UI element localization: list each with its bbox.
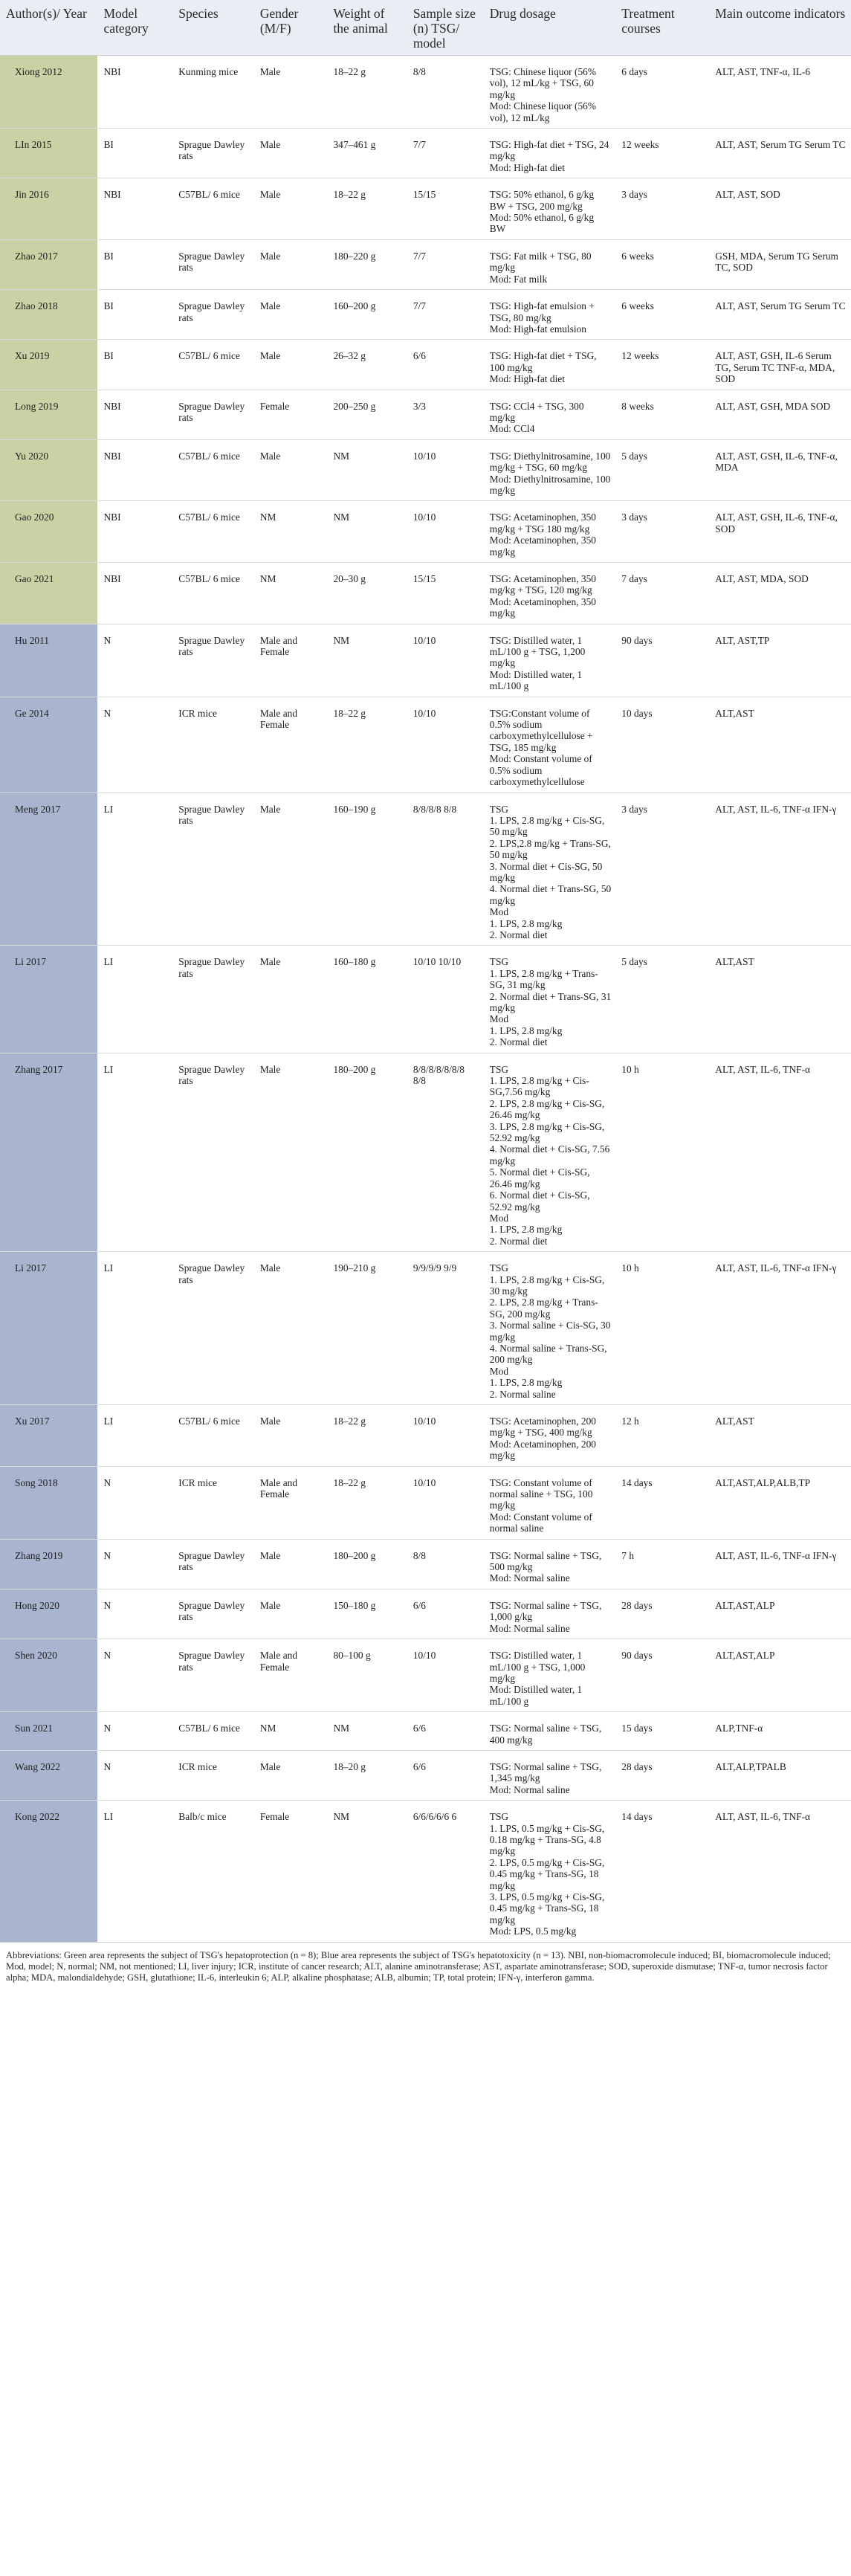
- header-drug-dosage: Drug dosage: [484, 0, 616, 56]
- cell-author: Zhao 2018: [0, 290, 97, 340]
- cell-treatment-courses: 6 days: [615, 56, 709, 129]
- cell-drug-dosage: TSG: Chinese liquor (56% vol), 12 mL/kg + TSG, 60 mg/kg Mod: Chinese liquor (56% vol), 12 mL/kg: [484, 56, 616, 129]
- header-sample-size: Sample size (n) TSG/ model: [407, 0, 484, 56]
- cell-gender: Male: [254, 1539, 328, 1589]
- cell-model-category: N: [97, 1466, 172, 1539]
- cell-outcome-indicators: ALT,AST: [709, 1405, 851, 1467]
- cell-outcome-indicators: ALT, AST,TP: [709, 624, 851, 697]
- cell-treatment-courses: 90 days: [615, 624, 709, 697]
- cell-author: Song 2018: [0, 1466, 97, 1539]
- cell-treatment-courses: 5 days: [615, 946, 709, 1053]
- cell-treatment-courses: 6 weeks: [615, 290, 709, 340]
- cell-outcome-indicators: ALT, AST, IL-6, TNF-α IFN-γ: [709, 1539, 851, 1589]
- table-row: [0, 563, 851, 624]
- cell-drug-dosage: TSG: Distilled water, 1 mL/100 g + TSG, 1,000 mg/kg Mod: Distilled water, 1 mL/100 g: [484, 1639, 616, 1712]
- table-row: [0, 1712, 851, 1751]
- cell-sample-size: 7/7: [407, 290, 484, 340]
- cell-drug-dosage: TSG: Normal saline + TSG, 1,345 mg/kg Mod: Normal saline: [484, 1750, 616, 1800]
- cell-species: Sprague Dawley rats: [172, 290, 254, 340]
- cell-species: Sprague Dawley rats: [172, 1639, 254, 1712]
- cell-model-category: LI: [97, 1252, 172, 1405]
- cell-weight: 18–22 g: [327, 56, 407, 129]
- cell-model-category: NBI: [97, 178, 172, 240]
- cell-author: Jin 2016: [0, 178, 97, 240]
- cell-drug-dosage: TSG: Acetaminophen, 200 mg/kg + TSG, 400 mg/kg Mod: Acetaminophen, 200 mg/kg: [484, 1405, 616, 1467]
- cell-weight: 180–220 g: [327, 239, 407, 289]
- cell-author: Yu 2020: [0, 439, 97, 501]
- cell-species: Sprague Dawley rats: [172, 239, 254, 289]
- cell-outcome-indicators: ALT, AST, GSH, IL-6, TNF-α, MDA: [709, 439, 851, 501]
- cell-drug-dosage: TSG:Constant volume of 0.5% sodium carboxymethylcellulose + TSG, 185 mg/kg Mod: Constant volume of 0.5% sodium carboxymethylcellulose: [484, 697, 616, 793]
- cell-gender: Male: [254, 1405, 328, 1467]
- table-footnote: Abbreviations: Green area represents the subject of TSG's hepatoprotection (n = 8); Blue area represents the subject of TSG's hepatotoxicity (n = 13). NBI, non-biomacromolecule induced; BI, biomacromolecule induced; Mod, model; N, normal; NM, not mentioned; LI, liver injury; ICR, institute of cancer research; ALT, alanine aminotransferase; AST, aspartate aminotransferase; SOD, superoxide dismutase; TNF-α, tumor necrosis factor alpha; MDA, malondialdehyde; GSH, glutathione; IL-6, interleukin 6; ALP, alkaline phosphatase; ALB, albumin; TP, total protein; IFN-γ, interferon gamma.: [0, 1942, 851, 1984]
- cell-drug-dosage: TSG: Constant volume of normal saline + TSG, 100 mg/kg Mod: Constant volume of normal saline: [484, 1466, 616, 1539]
- cell-outcome-indicators: ALT, AST, TNF-α, IL-6: [709, 56, 851, 129]
- cell-species: Sprague Dawley rats: [172, 1589, 254, 1639]
- cell-author: Ge 2014: [0, 697, 97, 793]
- cell-weight: 18–22 g: [327, 1466, 407, 1539]
- cell-sample-size: 6/6: [407, 1750, 484, 1800]
- cell-gender: Male and Female: [254, 697, 328, 793]
- cell-drug-dosage: TSG: High-fat emulsion + TSG, 80 mg/kg Mod: High-fat emulsion: [484, 290, 616, 340]
- table-row: [0, 1801, 851, 1942]
- cell-gender: Female: [254, 1801, 328, 1942]
- cell-sample-size: 8/8: [407, 56, 484, 129]
- cell-gender: Male: [254, 290, 328, 340]
- table-row: [0, 1589, 851, 1639]
- cell-sample-size: 10/10: [407, 697, 484, 793]
- cell-species: C57BL/ 6 mice: [172, 1405, 254, 1467]
- cell-gender: Male: [254, 946, 328, 1053]
- cell-sample-size: 10/10: [407, 439, 484, 501]
- cell-species: Sprague Dawley rats: [172, 624, 254, 697]
- cell-model-category: NBI: [97, 439, 172, 501]
- cell-gender: Male: [254, 239, 328, 289]
- cell-model-category: LI: [97, 793, 172, 946]
- cell-drug-dosage: TSG 1. LPS, 2.8 mg/kg + Trans-SG, 31 mg/kg 2. Normal diet + Trans-SG, 31 mg/kg Mod 1. LPS, 2.8 mg/kg 2. Normal diet: [484, 946, 616, 1053]
- cell-treatment-courses: 8 weeks: [615, 390, 709, 439]
- header-treatment-courses: Treatment courses: [615, 0, 709, 56]
- cell-treatment-courses: 3 days: [615, 178, 709, 240]
- cell-drug-dosage: TSG: Normal saline + TSG, 500 mg/kg Mod: Normal saline: [484, 1539, 616, 1589]
- table-row: [0, 1466, 851, 1539]
- cell-drug-dosage: TSG: Acetaminophen, 350 mg/kg + TSG 180 mg/kg Mod: Acetaminophen, 350 mg/kg: [484, 501, 616, 563]
- cell-author: LIn 2015: [0, 129, 97, 178]
- cell-author: Kong 2022: [0, 1801, 97, 1942]
- cell-species: Sprague Dawley rats: [172, 390, 254, 439]
- cell-outcome-indicators: ALT,AST: [709, 697, 851, 793]
- cell-outcome-indicators: ALT, AST, IL-6, TNF-α: [709, 1053, 851, 1252]
- cell-gender: NM: [254, 563, 328, 624]
- cell-author: Xiong 2012: [0, 56, 97, 129]
- table-row: [0, 56, 851, 129]
- cell-gender: Male: [254, 129, 328, 178]
- cell-outcome-indicators: ALT,AST,ALP,ALB,TP: [709, 1466, 851, 1539]
- cell-treatment-courses: 5 days: [615, 439, 709, 501]
- cell-sample-size: 8/8: [407, 1539, 484, 1589]
- cell-species: C57BL/ 6 mice: [172, 501, 254, 563]
- cell-model-category: NBI: [97, 563, 172, 624]
- cell-author: Li 2017: [0, 946, 97, 1053]
- cell-sample-size: 10/10 10/10: [407, 946, 484, 1053]
- cell-treatment-courses: 14 days: [615, 1466, 709, 1539]
- cell-weight: 160–180 g: [327, 946, 407, 1053]
- cell-weight: 160–190 g: [327, 793, 407, 946]
- cell-species: Sprague Dawley rats: [172, 129, 254, 178]
- cell-outcome-indicators: ALT,ALP,TPALB: [709, 1750, 851, 1800]
- cell-author: Shen 2020: [0, 1639, 97, 1712]
- cell-outcome-indicators: ALT, AST, SOD: [709, 178, 851, 240]
- cell-author: Zhao 2017: [0, 239, 97, 289]
- cell-model-category: BI: [97, 340, 172, 390]
- cell-drug-dosage: TSG: CCl4 + TSG, 300 mg/kg Mod: CCl4: [484, 390, 616, 439]
- cell-model-category: LI: [97, 946, 172, 1053]
- cell-author: Gao 2020: [0, 501, 97, 563]
- cell-author: Zhang 2017: [0, 1053, 97, 1252]
- cell-gender: Male and Female: [254, 1639, 328, 1712]
- cell-gender: Male: [254, 1750, 328, 1800]
- header-weight: Weight of the animal: [327, 0, 407, 56]
- cell-species: ICR mice: [172, 697, 254, 793]
- cell-drug-dosage: TSG: Normal saline + TSG, 400 mg/kg: [484, 1712, 616, 1751]
- cell-sample-size: 6/6/6/6/6 6: [407, 1801, 484, 1942]
- table-row: [0, 290, 851, 340]
- cell-gender: Male: [254, 178, 328, 240]
- cell-sample-size: 8/8/8/8 8/8: [407, 793, 484, 946]
- cell-drug-dosage: TSG: Acetaminophen, 350 mg/kg + TSG, 120 mg/kg Mod: Acetaminophen, 350 mg/kg: [484, 563, 616, 624]
- table-row: [0, 501, 851, 563]
- cell-species: Sprague Dawley rats: [172, 1053, 254, 1252]
- cell-gender: Male: [254, 1053, 328, 1252]
- cell-treatment-courses: 28 days: [615, 1750, 709, 1800]
- table-body: [0, 56, 851, 1942]
- table-row: [0, 340, 851, 390]
- cell-treatment-courses: 15 days: [615, 1712, 709, 1751]
- cell-weight: NM: [327, 1801, 407, 1942]
- cell-weight: 18–20 g: [327, 1750, 407, 1800]
- cell-author: Zhang 2019: [0, 1539, 97, 1589]
- cell-gender: NM: [254, 1712, 328, 1751]
- cell-sample-size: 10/10: [407, 624, 484, 697]
- cell-author: Meng 2017: [0, 793, 97, 946]
- cell-sample-size: 10/10: [407, 1466, 484, 1539]
- cell-gender: Male: [254, 793, 328, 946]
- cell-outcome-indicators: ALT,AST,ALP: [709, 1639, 851, 1712]
- cell-weight: 18–22 g: [327, 697, 407, 793]
- cell-outcome-indicators: ALT, AST, MDA, SOD: [709, 563, 851, 624]
- header-species: Species: [172, 0, 254, 56]
- table-header-row: [0, 0, 851, 56]
- cell-species: C57BL/ 6 mice: [172, 563, 254, 624]
- cell-species: C57BL/ 6 mice: [172, 1712, 254, 1751]
- cell-model-category: BI: [97, 129, 172, 178]
- cell-gender: Male: [254, 1252, 328, 1405]
- cell-outcome-indicators: ALT, AST, GSH, IL-6 Serum TG, Serum TC TNF-α, MDA, SOD: [709, 340, 851, 390]
- cell-gender: Male: [254, 340, 328, 390]
- table-row: [0, 239, 851, 289]
- cell-treatment-courses: 7 days: [615, 563, 709, 624]
- cell-sample-size: 9/9/9/9 9/9: [407, 1252, 484, 1405]
- cell-outcome-indicators: ALT, AST, GSH, IL-6, TNF-α, SOD: [709, 501, 851, 563]
- cell-treatment-courses: 10 days: [615, 697, 709, 793]
- cell-sample-size: 10/10: [407, 1405, 484, 1467]
- cell-sample-size: 3/3: [407, 390, 484, 439]
- cell-model-category: N: [97, 1589, 172, 1639]
- cell-model-category: NBI: [97, 56, 172, 129]
- cell-species: C57BL/ 6 mice: [172, 178, 254, 240]
- cell-gender: Male: [254, 56, 328, 129]
- cell-sample-size: 7/7: [407, 129, 484, 178]
- cell-species: Balb/c mice: [172, 1801, 254, 1942]
- cell-weight: 200–250 g: [327, 390, 407, 439]
- header-model-category: Model category: [97, 0, 172, 56]
- cell-author: Wang 2022: [0, 1750, 97, 1800]
- cell-species: Sprague Dawley rats: [172, 1539, 254, 1589]
- cell-outcome-indicators: ALT, AST, Serum TG Serum TC: [709, 129, 851, 178]
- cell-model-category: LI: [97, 1053, 172, 1252]
- cell-model-category: BI: [97, 239, 172, 289]
- cell-species: C57BL/ 6 mice: [172, 340, 254, 390]
- cell-weight: 18–22 g: [327, 1405, 407, 1467]
- cell-sample-size: 6/6: [407, 1589, 484, 1639]
- cell-model-category: NBI: [97, 390, 172, 439]
- table-row: [0, 178, 851, 240]
- cell-treatment-courses: 3 days: [615, 793, 709, 946]
- cell-weight: 20–30 g: [327, 563, 407, 624]
- table-row: [0, 1539, 851, 1589]
- cell-weight: 26–32 g: [327, 340, 407, 390]
- cell-weight: 190–210 g: [327, 1252, 407, 1405]
- cell-species: ICR mice: [172, 1750, 254, 1800]
- cell-author: Hu 2011: [0, 624, 97, 697]
- cell-drug-dosage: TSG 1. LPS, 2.8 mg/kg + Cis-SG, 30 mg/kg 2. LPS, 2.8 mg/kg + Trans-SG, 200 mg/kg 3. Normal saline + Cis-SG, 30 mg/kg 4. Normal saline + Trans-SG, 200 mg/kg Mod 1. LPS, 2.8 mg/kg 2. Normal saline: [484, 1252, 616, 1405]
- cell-model-category: N: [97, 624, 172, 697]
- cell-gender: Male and Female: [254, 624, 328, 697]
- table-row: [0, 1750, 851, 1800]
- cell-outcome-indicators: ALT, AST, IL-6, TNF-α IFN-γ: [709, 1252, 851, 1405]
- cell-species: ICR mice: [172, 1466, 254, 1539]
- table-row: [0, 1639, 851, 1712]
- cell-gender: NM: [254, 501, 328, 563]
- cell-treatment-courses: 3 days: [615, 501, 709, 563]
- header-outcome-indicators: Main outcome indicators: [709, 0, 851, 56]
- table-row: [0, 1053, 851, 1252]
- cell-drug-dosage: TSG 1. LPS, 2.8 mg/kg + Cis-SG,7.56 mg/kg 2. LPS, 2.8 mg/kg + Cis-SG, 26.46 mg/kg 3. LPS, 2.8 mg/kg + Cis-SG, 52.92 mg/kg 4. Normal diet + Cis-SG, 7.56 mg/kg 5. Normal diet + Cis-SG, 26.46 mg/kg 6. Normal diet + Cis-SG, 52.92 mg/kg Mod 1. LPS, 2.8 mg/kg 2. Normal diet: [484, 1053, 616, 1252]
- cell-drug-dosage: TSG 1. LPS, 2.8 mg/kg + Cis-SG, 50 mg/kg 2. LPS,2.8 mg/kg + Trans-SG, 50 mg/kg 3. Normal diet + Cis-SG, 50 mg/kg 4. Normal diet + Trans-SG, 50 mg/kg Mod 1. LPS, 2.8 mg/kg 2. Normal diet: [484, 793, 616, 946]
- cell-weight: 180–200 g: [327, 1053, 407, 1252]
- cell-drug-dosage: TSG 1. LPS, 0.5 mg/kg + Cis-SG, 0.18 mg/kg + Trans-SG, 4.8 mg/kg 2. LPS, 0.5 mg/kg + Cis-SG, 0.45 mg/kg + Trans-SG, 18 mg/kg 3. LPS, 0.5 mg/kg + Cis-SG, 0.45 mg/kg + Trans-SG, 18 mg/kg Mod: LPS, 0.5 mg/kg: [484, 1801, 616, 1942]
- cell-species: Sprague Dawley rats: [172, 946, 254, 1053]
- cell-author: Long 2019: [0, 390, 97, 439]
- cell-author: Xu 2017: [0, 1405, 97, 1467]
- table-row: [0, 697, 851, 793]
- table-row: [0, 946, 851, 1053]
- cell-treatment-courses: 12 weeks: [615, 340, 709, 390]
- cell-author: Gao 2021: [0, 563, 97, 624]
- cell-sample-size: 7/7: [407, 239, 484, 289]
- cell-sample-size: 15/15: [407, 563, 484, 624]
- cell-outcome-indicators: ALT, AST, Serum TG Serum TC: [709, 290, 851, 340]
- cell-model-category: N: [97, 1639, 172, 1712]
- cell-gender: Male and Female: [254, 1466, 328, 1539]
- cell-treatment-courses: 28 days: [615, 1589, 709, 1639]
- cell-weight: 80–100 g: [327, 1639, 407, 1712]
- cell-treatment-courses: 10 h: [615, 1252, 709, 1405]
- cell-model-category: LI: [97, 1405, 172, 1467]
- cell-outcome-indicators: ALT,AST: [709, 946, 851, 1053]
- cell-drug-dosage: TSG: High-fat diet + TSG, 24 mg/kg Mod: High-fat diet: [484, 129, 616, 178]
- cell-sample-size: 6/6: [407, 340, 484, 390]
- cell-treatment-courses: 12 weeks: [615, 129, 709, 178]
- cell-weight: 150–180 g: [327, 1589, 407, 1639]
- cell-weight: NM: [327, 501, 407, 563]
- cell-drug-dosage: TSG: High-fat diet + TSG, 100 mg/kg Mod: High-fat diet: [484, 340, 616, 390]
- table-row: [0, 129, 851, 178]
- cell-outcome-indicators: ALT, AST, GSH, MDA SOD: [709, 390, 851, 439]
- cell-sample-size: 10/10: [407, 501, 484, 563]
- cell-model-category: N: [97, 697, 172, 793]
- cell-author: Sun 2021: [0, 1712, 97, 1751]
- cell-drug-dosage: TSG: Fat milk + TSG, 80 mg/kg Mod: Fat milk: [484, 239, 616, 289]
- table-row: [0, 793, 851, 946]
- cell-sample-size: 15/15: [407, 178, 484, 240]
- table-row: [0, 624, 851, 697]
- cell-model-category: N: [97, 1712, 172, 1751]
- cell-model-category: N: [97, 1539, 172, 1589]
- cell-weight: 347–461 g: [327, 129, 407, 178]
- cell-weight: 160–200 g: [327, 290, 407, 340]
- cell-model-category: LI: [97, 1801, 172, 1942]
- table-row: [0, 390, 851, 439]
- cell-drug-dosage: TSG: 50% ethanol, 6 g/kg BW + TSG, 200 mg/kg Mod: 50% ethanol, 6 g/kg BW: [484, 178, 616, 240]
- cell-gender: Male: [254, 1589, 328, 1639]
- cell-weight: 180–200 g: [327, 1539, 407, 1589]
- cell-species: C57BL/ 6 mice: [172, 439, 254, 501]
- table-row: [0, 1252, 851, 1405]
- cell-model-category: NBI: [97, 501, 172, 563]
- cell-treatment-courses: 6 weeks: [615, 239, 709, 289]
- cell-model-category: BI: [97, 290, 172, 340]
- cell-treatment-courses: 10 h: [615, 1053, 709, 1252]
- table-row: [0, 1405, 851, 1467]
- cell-weight: NM: [327, 624, 407, 697]
- cell-sample-size: 8/8/8/8/8/8/8 8/8: [407, 1053, 484, 1252]
- cell-sample-size: 10/10: [407, 1639, 484, 1712]
- cell-weight: 18–22 g: [327, 178, 407, 240]
- cell-model-category: N: [97, 1750, 172, 1800]
- header-gender: Gender (M/F): [254, 0, 328, 56]
- cell-author: Li 2017: [0, 1252, 97, 1405]
- cell-species: Sprague Dawley rats: [172, 793, 254, 946]
- cell-drug-dosage: TSG: Diethylnitrosamine, 100 mg/kg + TSG, 60 mg/kg Mod: Diethylnitrosamine, 100 mg/kg: [484, 439, 616, 501]
- cell-author: Xu 2019: [0, 340, 97, 390]
- cell-treatment-courses: 14 days: [615, 1801, 709, 1942]
- cell-gender: Female: [254, 390, 328, 439]
- cell-outcome-indicators: ALT, AST, IL-6, TNF-α: [709, 1801, 851, 1942]
- cell-outcome-indicators: ALT, AST, IL-6, TNF-α IFN-γ: [709, 793, 851, 946]
- cell-sample-size: 6/6: [407, 1712, 484, 1751]
- cell-outcome-indicators: GSH, MDA, Serum TG Serum TC, SOD: [709, 239, 851, 289]
- cell-weight: NM: [327, 1712, 407, 1751]
- cell-gender: Male: [254, 439, 328, 501]
- cell-species: Kunming mice: [172, 56, 254, 129]
- cell-drug-dosage: TSG: Normal saline + TSG, 1,000 g/kg Mod: Normal saline: [484, 1589, 616, 1639]
- cell-drug-dosage: TSG: Distilled water, 1 mL/100 g + TSG, 1,200 mg/kg Mod: Distilled water, 1 mL/100 g: [484, 624, 616, 697]
- cell-treatment-courses: 90 days: [615, 1639, 709, 1712]
- cell-author: Hong 2020: [0, 1589, 97, 1639]
- header-author: Author(s)/ Year: [0, 0, 97, 56]
- cell-outcome-indicators: ALP,TNF-α: [709, 1712, 851, 1751]
- cell-species: Sprague Dawley rats: [172, 1252, 254, 1405]
- cell-weight: NM: [327, 439, 407, 501]
- cell-outcome-indicators: ALT,AST,ALP: [709, 1589, 851, 1639]
- table-row: [0, 439, 851, 501]
- cell-treatment-courses: 7 h: [615, 1539, 709, 1589]
- cell-treatment-courses: 12 h: [615, 1405, 709, 1467]
